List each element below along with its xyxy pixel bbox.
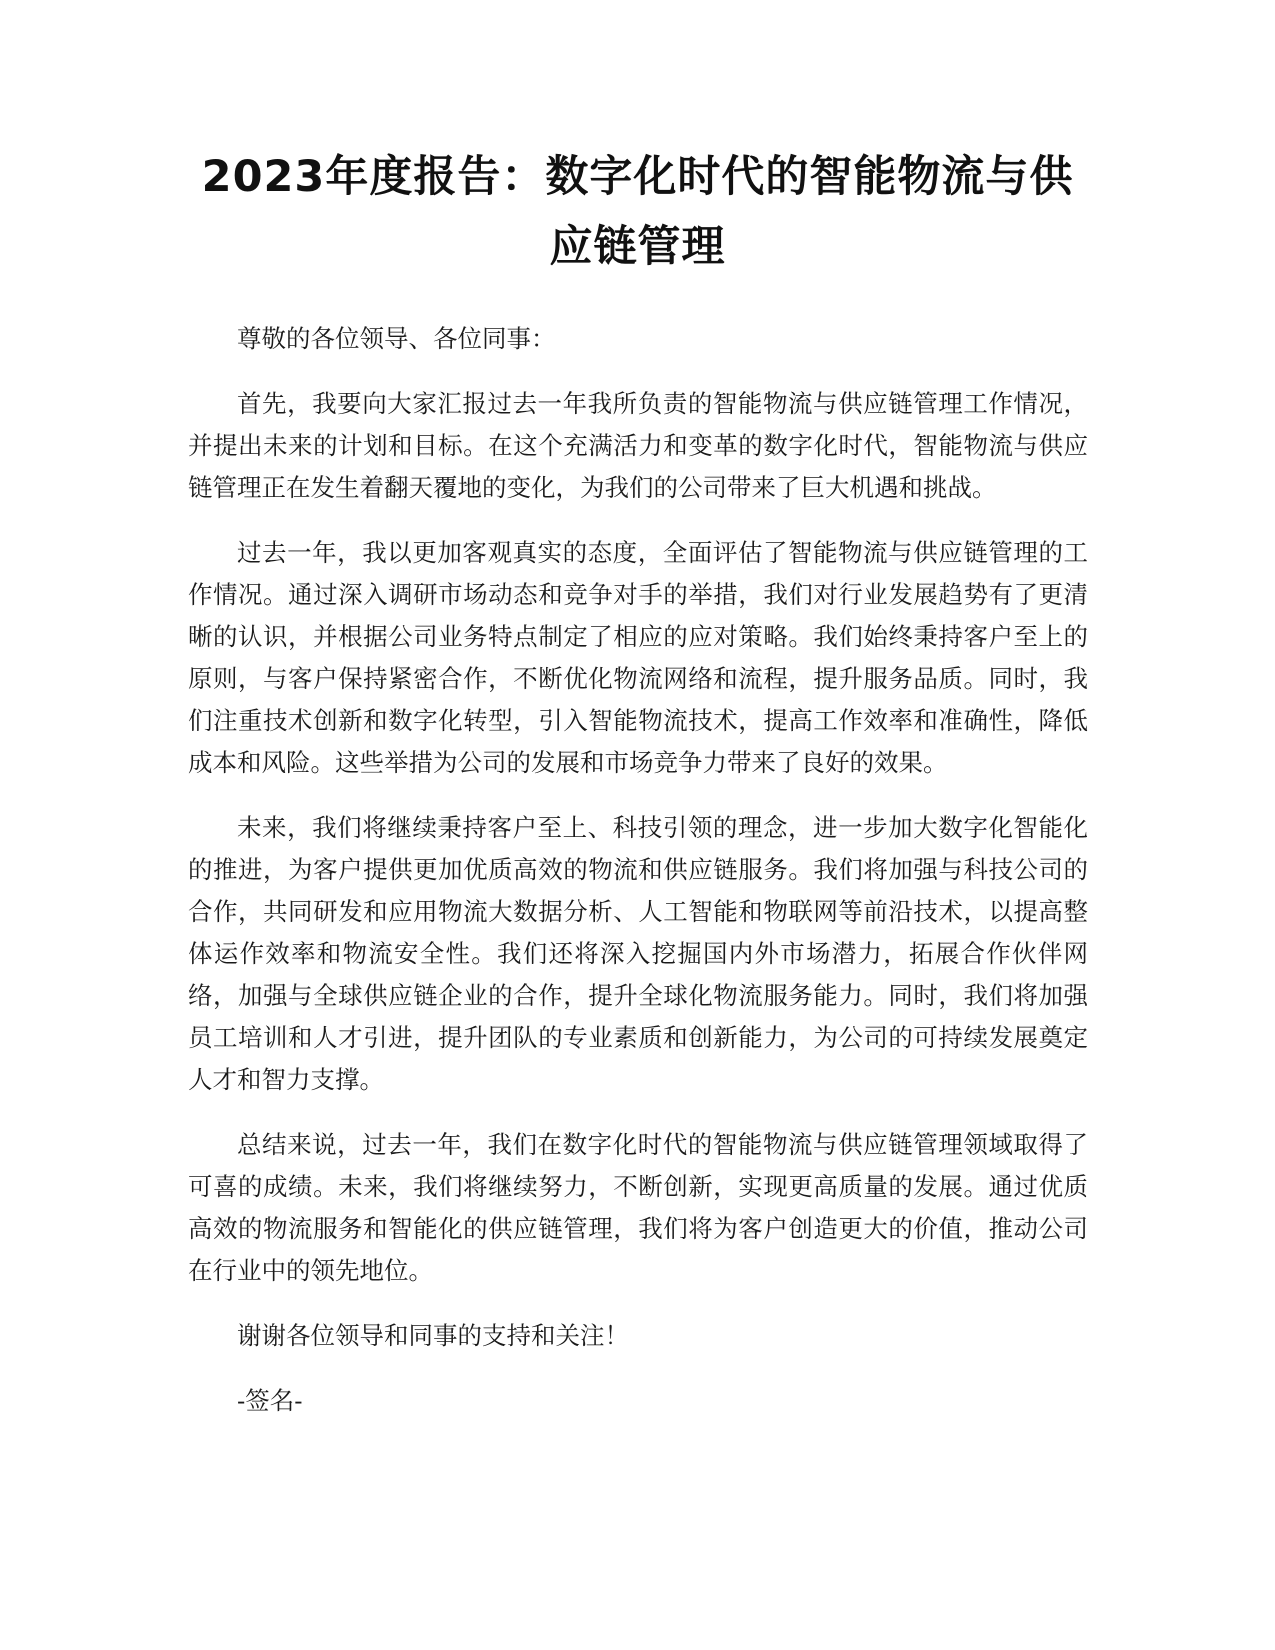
document-body (188, 318, 1088, 1445)
paragraph: 总结来说，过去一年，我们在数字化时代的智能物流与供应链管理领域取得了可喜的成绩。未来，我们将继续努力，不断创新，实现更高质量的发展。通过优质高效的物流服务和智能化的供应链管理，我们将为客户创造更大的价值，推动公司在行业中的领先地位。 (188, 1130, 1088, 1285)
paragraph: 首先，我要向大家汇报过去一年我所负责的智能物流与供应链管理工作情况，并提出未来的计划和目标。在这个充满活力和变革的数字化时代，智能物流与供应链管理正在发生着翻天覆地的变化，为我们的公司带来了巨大机遇和挑战。 (188, 389, 1088, 502)
paragraph: 未来，我们将继续秉持客户至上、科技引领的理念，进一步加大数字化智能化的推进，为客户提供更加优质高效的物流和供应链服务。我们将加强与科技公司的合作，共同研发和应用物流大数据分析、人工智能和物联网等前沿技术，以提高整体运作效率和物流安全性。我们还将深入挖掘国内外市场潜力，拓展合作伙伴网络，加强与全球供应链企业的合作，提升全球化物流服务能力。同时，我们将加强员工培训和人才引进，提升团队的专业素质和创新能力，为公司的可持续发展奠定人才和智力支撑。 (188, 813, 1088, 1094)
closing-remark: 谢谢各位领导和同事的支持和关注！ (237, 1321, 629, 1350)
salutation: 尊敬的各位领导、各位同事： (237, 324, 556, 353)
paragraph: 过去一年，我以更加客观真实的态度，全面评估了智能物流与供应链管理的工作情况。通过深入调研市场动态和竞争对手的举措，我们对行业发展趋势有了更清晰的认识，并根据公司业务特点制定了相应的应对策略。我们始终秉持客户至上的原则，与客户保持紧密合作，不断优化物流网络和流程，提升服务品质。同时，我们注重技术创新和数字化转型，引入智能物流技术，提高工作效率和准确性，降低成本和风险。这些举措为公司的发展和市场竞争力带来了良好的效果。 (188, 538, 1088, 777)
document-title: 2023年度报告：数字化时代的智能物流与供应链管理 (201, 152, 1074, 272)
signature: -签名- (237, 1386, 303, 1415)
